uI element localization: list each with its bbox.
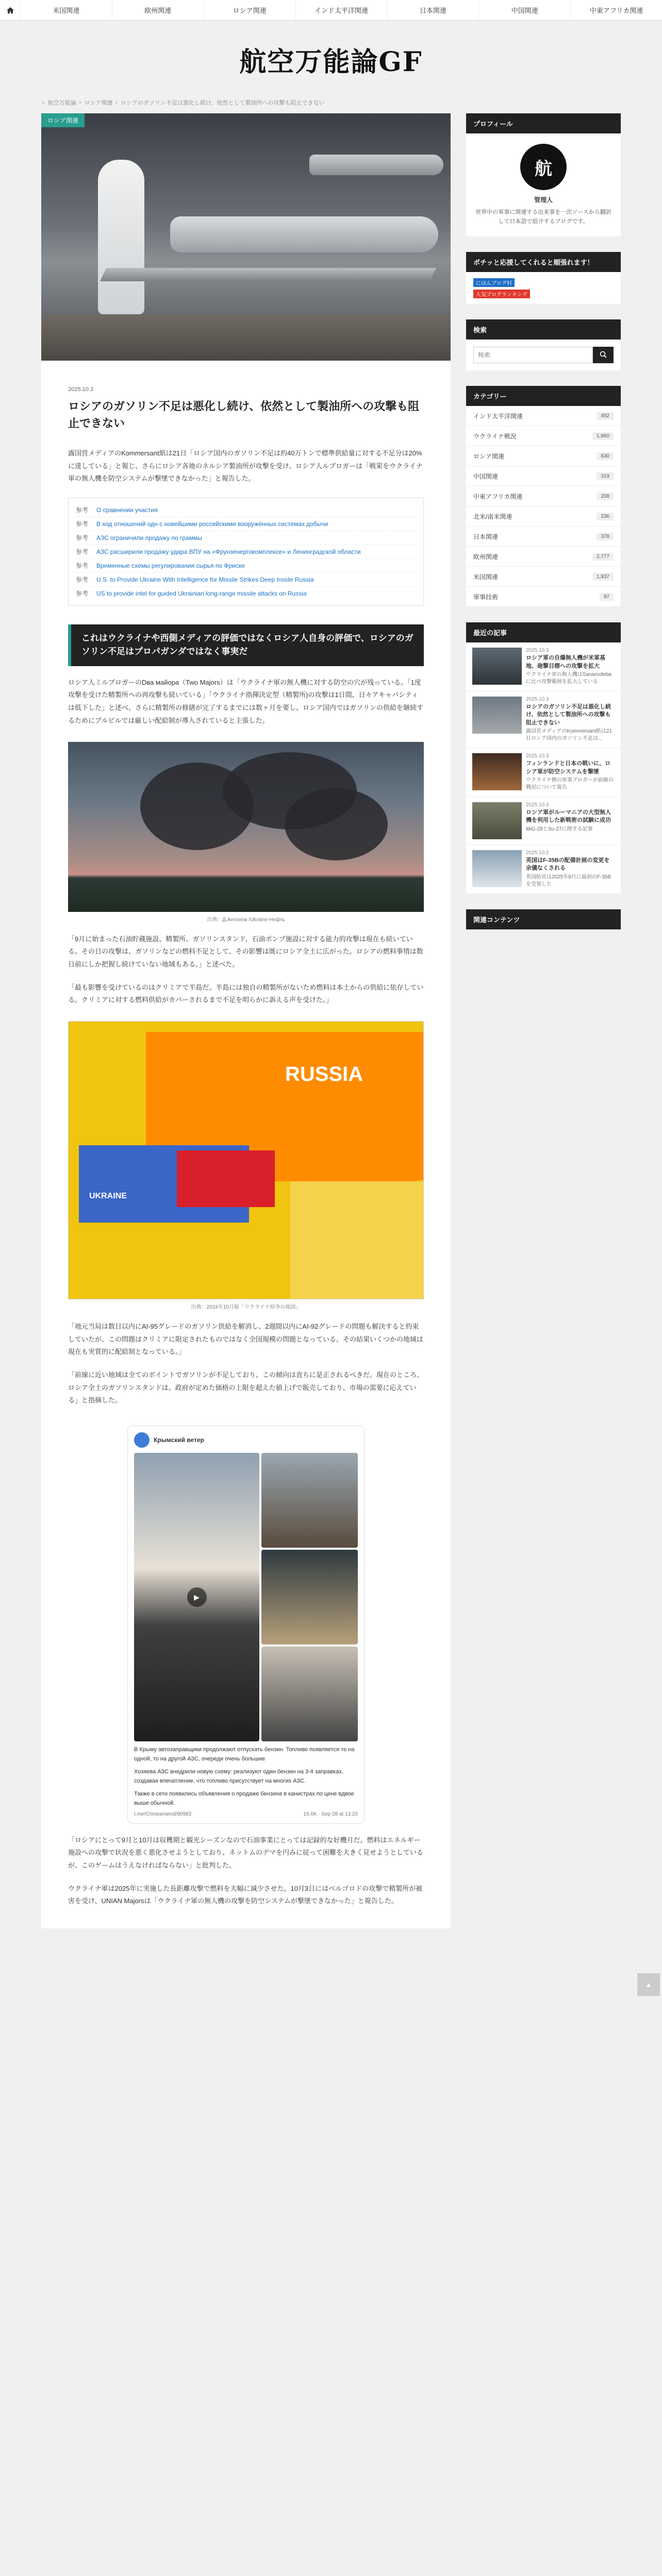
post-video[interactable] [134, 1453, 259, 1741]
recent-post-date: 2025.10.3 [526, 753, 549, 759]
widget-title: 最近の記事 [466, 622, 621, 642]
category-count: 208 [597, 493, 614, 500]
post-stats: 15.6K · Sep 28 at 13:20 [303, 1811, 358, 1817]
category-item[interactable] [466, 567, 621, 587]
reference-item [76, 517, 416, 531]
hero-drone-background [309, 155, 443, 175]
category-count: 1,937 [592, 573, 614, 581]
scroll-to-top-button[interactable] [637, 1973, 660, 1996]
recent-post-excerpt: ウクライナ軍の無人機はSanamolebaに比べ攻撃範囲を拡大している [526, 671, 611, 685]
category-count: 319 [597, 472, 614, 480]
post-link[interactable]: t.me/Crimeanwind/90983 [134, 1811, 192, 1817]
widget-title: プロフィール [466, 113, 621, 133]
nav-item-china[interactable]: 中国関連 [479, 0, 571, 20]
recent-post[interactable] [466, 748, 621, 797]
search-icon [600, 351, 607, 358]
category-name: 北米/南米関連 [473, 513, 512, 520]
breadcrumb [41, 98, 621, 113]
reference-link[interactable]: В ход отношений одн с новейшими российскими вооружённых системах добычи [96, 520, 328, 528]
article-title: ロシアのガソリン不足は悪化し続け、依然として製油所への攻撃も阻止できない [68, 400, 420, 430]
category-item[interactable] [466, 527, 621, 547]
reference-item [76, 587, 416, 600]
category-name: 日本関連 [473, 533, 499, 540]
profile-avatar[interactable]: 航 [520, 144, 567, 190]
ukraine-map [68, 1021, 424, 1299]
ranking-badge[interactable] [473, 290, 614, 298]
site-header [0, 21, 662, 98]
reference-item [76, 531, 416, 545]
ranking-badge[interactable] [473, 278, 614, 286]
breadcrumb-home-icon[interactable]: ⌂ [41, 99, 45, 106]
category-item[interactable] [466, 426, 621, 446]
category-name: ロシア関連 [473, 452, 505, 460]
reference-label: 参考 [76, 506, 89, 514]
category-item[interactable] [466, 547, 621, 567]
category-count: 236 [597, 513, 614, 520]
recent-post-title[interactable]: 英国はF-35Bの配備計画の変更を余儀なくされる [526, 857, 610, 872]
post-text: В Крыму автозаправщики продолжают отпускать бензин. Топливо появляется то на одной, то на другой АЗС, очереди очень большие [134, 1747, 355, 1762]
post-text: Также в сети появились объявления о продаже бензина в канистрах по цене вдвое выше обычной. [134, 1791, 354, 1807]
recent-post-date: 2025.10.3 [526, 648, 549, 654]
site-logo[interactable]: 航空万能論GF [239, 46, 423, 78]
article-lead: 露国営メディアのKommersant紙は21日「ロシア国内のガソリン不足は約40万トンで標準供給量に対する不足分は20%に達している」と報じ、さらにロシア各地のネルシア製油所が攻撃を受け、ロシア人ルブロガーは「戦果をウクライナ軍の無人機を防空システムが撃墜できなかった」と報告した。 [68, 449, 423, 483]
article-date: 2025.10.3 [68, 386, 93, 393]
nav-item-europe[interactable]: 欧州関連 [112, 0, 204, 20]
profile-widget [466, 113, 621, 236]
hero-floor [41, 314, 451, 361]
breadcrumb-current: ロシアのガソリン不足は悪化し続け、依然として製油所への攻撃も阻止できない [121, 100, 325, 106]
recent-post[interactable] [466, 797, 621, 845]
category-badge[interactable]: ロシア関連 [41, 113, 85, 127]
category-name: ウクライナ戦況 [473, 432, 517, 440]
recent-post-excerpt: 英国防省は2025年9月に最初のF-35Bを受領した [526, 874, 611, 887]
reference-link[interactable]: АЗС ограничили продажу по граммы [96, 534, 202, 542]
category-widget [466, 386, 621, 607]
nav-item-indo-pacific[interactable]: インド太平洋関連 [296, 0, 388, 20]
recent-post-excerpt: 露国営メディアのKommersant紙は21日ロシア国内のガソリン不足は... [526, 728, 613, 742]
recent-post[interactable] [466, 642, 621, 691]
home-button[interactable] [0, 0, 21, 20]
category-count: 492 [597, 412, 614, 420]
recent-post-title[interactable]: フィンランドと日本の戦いに、ロシア軍が防空システムを撃墜 [526, 760, 611, 775]
recent-post-title[interactable]: ロシア軍の自爆無人機が米軍基地、砲撃目標への攻撃を拡大 [526, 655, 605, 669]
play-icon[interactable]: ▶ [187, 1587, 207, 1607]
nav-item-middle-east[interactable]: 中東アフリカ関連 [589, 7, 643, 14]
map-label-russia: RUSSIA [285, 1062, 363, 1086]
profile-body [466, 133, 621, 236]
recent-post-thumbnail[interactable] [472, 648, 522, 685]
category-count: 97 [600, 593, 614, 601]
category-item[interactable] [466, 486, 621, 506]
hero-drone-body [170, 216, 438, 252]
category-item[interactable] [466, 506, 621, 527]
search-form [466, 340, 621, 370]
top-navigation [0, 0, 662, 21]
breadcrumb-separator: › [115, 99, 118, 106]
recent-post-thumbnail[interactable] [472, 753, 522, 790]
recent-post-excerpt: ウクライナ側の軍事ブロガーが前線の戦況について報告 [526, 777, 614, 790]
recent-post-title[interactable]: ロシアのガソリン不足は悪化し続け、依然として製油所への攻撃も阻止できない [526, 703, 611, 726]
paragraph: 「地元当局は数日以内にAI-95グレードのガソリン供給を解消し、2週間以内にAI-92グレードの問題も解決すると約束していたが、この問題はクリミアに限定されたものではなく全国規模の問題となっている。その結果いくつかの地域は現在も実質的に配給制となっている。」 [68, 1322, 424, 1356]
paragraph: ロシア人ミルブロガーのDва майора（Two Majors）は「ウクライナ軍の無人機に対する防空の穴が残っている。「1度攻撃を受けた精製所への再攻撃も続いている」「ウクライナ指揮決定型（精製所)の攻撃は1日間、日々アキャパシティは低下した」と述べ、さらに精製所の修繕が完了するまでには数ヶ月を要し、ロシア国内ではガソリンの供給を継続するためにブルビルでは厳しい配給制が導入されていると主張した。 [68, 678, 424, 724]
reference-list [68, 498, 424, 606]
map-region-occupied [177, 1150, 275, 1207]
recent-posts-widget [466, 622, 621, 894]
reference-link[interactable]: Временные схемы регулирования сырья по Фриске [96, 562, 245, 570]
smoke-cloud [285, 788, 388, 860]
article-body [41, 386, 451, 1908]
breadcrumb-separator: › [79, 99, 81, 106]
post-image[interactable] [261, 1647, 358, 1741]
recent-post-thumbnail[interactable] [472, 802, 522, 839]
widget-title: 関連コンテンツ [466, 909, 621, 929]
reference-link[interactable]: U.S. to Provide Ukraine With Intelligence for Missile Strikes Deep Inside Russia [96, 576, 314, 584]
reference-link[interactable]: АЗС расширили продажу удара ВПУ на «Фрунзенергокомплексе» и Ленинградской области [96, 548, 361, 556]
reference-label: 参考 [76, 548, 89, 556]
figure-smoke-photo [68, 742, 424, 923]
widget-title: 検索 [466, 319, 621, 340]
hero-image [41, 113, 451, 361]
recent-post-thumbnail[interactable] [472, 697, 522, 734]
category-count: 630 [597, 452, 614, 460]
category-item[interactable] [466, 466, 621, 486]
widget-title: ポチッと応援してくれると順張れます！ [466, 252, 621, 272]
nav-item-japan[interactable]: 日本関連 [387, 0, 479, 20]
paragraph: 「最も影響を受けているのはクリミアで半島だ。半島には独自の精製所がないため燃料は本土からの供給に依存している。クリミアに対する燃料供給がカバーされるまで不足を明らかに訴える声を受けた。」 [68, 983, 424, 1004]
nav-item-us[interactable]: 米国関連 [21, 0, 112, 20]
hero-person-figure [98, 160, 144, 314]
widget-title: カテゴリー [466, 386, 621, 406]
recent-post[interactable] [466, 845, 621, 894]
post-meta [134, 1811, 358, 1817]
post-text: Хозяева АЗС внедрили новую схему: реализуют один бензин на 3-4 заправках, создавая впечатление, что топливо присутствует на многих АЗС. [134, 1769, 343, 1784]
category-name: 米国関連 [473, 573, 499, 581]
category-name: 中東アフリカ関連 [473, 493, 523, 500]
home-icon [6, 6, 14, 14]
reference-label: 参考 [76, 520, 89, 528]
category-count: 2,777 [592, 553, 614, 561]
related-content-widget [466, 909, 621, 929]
post-image[interactable] [261, 1453, 358, 1548]
map-region-south [290, 1181, 424, 1299]
reference-item [76, 503, 416, 517]
reference-label: 参考 [76, 562, 89, 570]
reference-link[interactable]: US to provide intel for guided Ukrainian long-range missile attacks on Russia [96, 590, 307, 598]
post-image[interactable] [261, 1550, 358, 1645]
avatar[interactable] [134, 1432, 150, 1448]
hero-drone-wing [100, 268, 436, 281]
section-heading: これはウクライナや西側メディアの評価ではなくロシア人自身の評価で、ロシアのガソリン不足はプロパガンダではなく事実だ [68, 624, 424, 666]
post-media [134, 1453, 358, 1741]
category-count: 1,960 [592, 432, 614, 440]
category-count: 378 [597, 533, 614, 540]
recent-post[interactable] [466, 691, 621, 748]
sidebar [466, 113, 621, 1928]
category-item[interactable] [466, 587, 621, 607]
reference-item [76, 559, 416, 573]
category-name: インド太平洋関連 [473, 412, 523, 420]
breadcrumb-item[interactable]: ロシア関連 [84, 100, 113, 106]
recent-post-date: 2025.10.3 [526, 696, 549, 702]
chevron-up-icon: ▲ [645, 1980, 652, 1989]
breadcrumb-item[interactable]: 航空万能論 [47, 100, 76, 106]
recent-post-date: 2025.10.3 [526, 802, 549, 808]
paragraph: ウクライナ軍は2025年に実施した長距離攻撃で燃料を大幅に減少させた。10月3日にはベルゴロドの攻撃で精製所が被害を受け、UNIAN Majorsは「ウクライナ軍の無人機の攻撃を防空システムが撃墜できなかった」と報告した。 [68, 1884, 423, 1905]
figure-map [68, 1021, 424, 1310]
profile-description: 世界中の軍事に関連する出来事を一次ソースから翻訳して日本語で紹介するブログです。 [475, 209, 611, 225]
paragraph: 「ロシアにとって9月と10月は収穫期と観光シーズンなので石油事業にとっては記録的な好機月だ。燃料はエネルギー施設への攻撃で状況を悪く悪化させようとしており、ネットムのデマを円みに従って困難を大きく見せようとしているが、このゲームはうえなければならない」と批判した。 [68, 1836, 424, 1869]
reference-label: 参考 [76, 590, 89, 598]
figure-caption: 出典：Д.Антонов /Ukraine Нефть [207, 917, 285, 923]
smoke-photo [68, 742, 424, 912]
search-button[interactable] [593, 347, 614, 363]
main-content [41, 113, 451, 1928]
category-item[interactable] [466, 406, 621, 426]
recent-post-thumbnail[interactable] [472, 850, 522, 887]
category-name: 軍事技術 [473, 593, 499, 601]
post-media-column [261, 1453, 358, 1741]
ranking-badge-label: 人気ブログランキング [473, 290, 530, 298]
reference-item [76, 545, 416, 559]
reference-item [76, 573, 416, 587]
recent-post-date: 2025.10.2 [526, 850, 549, 856]
post-header [134, 1432, 358, 1448]
ranking-badge-label: にほんブログ村 [473, 278, 515, 287]
ranking-badges [466, 272, 621, 304]
paragraph: 「9月に始まった石油貯蔵施設、精製所、ガソリンスタンド、石油ポンプ施設に対する能力的攻撃は現在も続いている。その日の攻撃は、ガソリンなどの燃料不足として、その影響は既にロシア全土に広がった。ロシアの燃料事情は数日前にしか把握し続けていない地域もある。」と述べた。 [68, 935, 423, 968]
recent-post-excerpt: MiG-29とSu-27に関する記事 [526, 826, 593, 832]
reference-label: 参考 [76, 534, 89, 542]
profile-name: 管理人 [534, 196, 553, 204]
category-name: 中国関連 [473, 472, 499, 480]
figure-caption: 出典：2024年10月版「ウクライナ紛争の地図」 [191, 1304, 301, 1310]
reference-label: 参考 [76, 576, 89, 584]
category-item[interactable] [466, 446, 621, 466]
search-input[interactable] [473, 347, 593, 363]
map-label-ukraine: UKRAINE [89, 1191, 127, 1200]
recent-post-title[interactable]: ロシア軍がルーマニアの大型無人機を利用した新戦術の試験に成功 [526, 809, 611, 824]
nav-item-russia[interactable]: ロシア関連 [204, 0, 296, 20]
reference-link[interactable]: О сравнении участия [96, 506, 158, 514]
search-widget [466, 319, 621, 370]
ranking-widget [466, 252, 621, 304]
embedded-post [127, 1426, 365, 1824]
paragraph: 「前線に近い地域は全てのポイントでガソリンが不足しており、この傾向は直ちに是正されるべきだ。現在のところ、ロシア全土のガソリンスタンドは、政府が定めた価格の上限を超えた値上げで販売しており、市場の需要に応えている」と指摘した。 [68, 1371, 424, 1404]
category-name: 欧州関連 [473, 553, 499, 561]
post-author[interactable]: Крымский ветер [154, 1436, 205, 1444]
